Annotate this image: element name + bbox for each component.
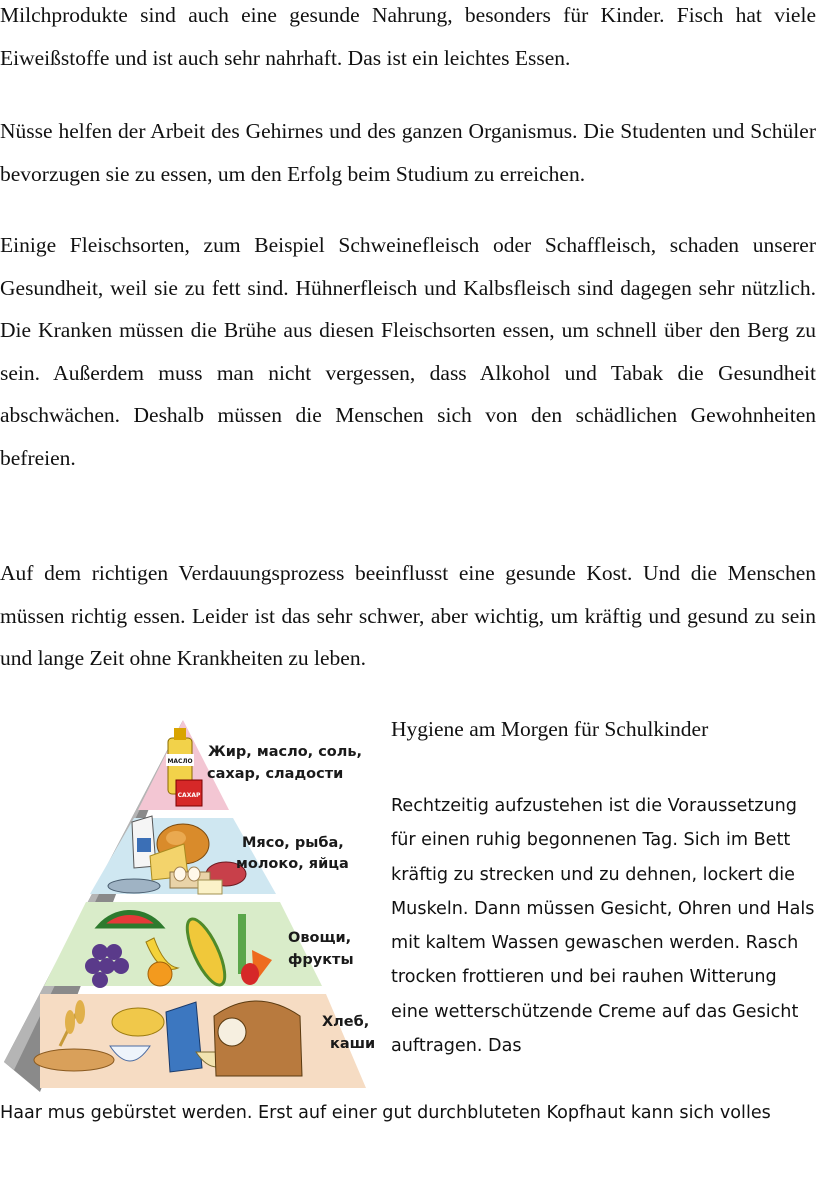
hygiene-text-continued: Haar mus gebürstet werden. Erst auf einer gut durchbluteten Kopfhaut kann sich volles [0, 1103, 771, 1123]
cereal-box-icon [166, 1002, 202, 1072]
tier2-label-line2: молоко, яйца [236, 856, 349, 872]
baguette-icon [34, 1049, 114, 1071]
tier1-label-line2: сахар, сладости [207, 766, 344, 782]
sugar-box-label: САХАР [177, 792, 201, 799]
tier1-label-line1: Жир, масло, соль, [208, 744, 363, 760]
paragraph-dairy-fish: Milchprodukte sind auch eine gesunde Nahrung, besonders für Kinder. Fisch hat viele Eiweißstoffe und ist auch sehr nahrhaft. Das ist ein leichtes Essen. [0, 3, 816, 70]
paragraph-digestion: Auf dem richtigen Verdauungsprozess beeinflusst eine gesunde Kost. Und die Menschen müssen richtig essen. Leider ist das sehr schwer, aber wichtig, um kräftig und gesund zu sein und lange Zeit ohne Krankheiten zu leben. [0, 561, 816, 670]
leek-icon [238, 914, 246, 974]
pepper-icon [241, 963, 259, 985]
oil-bottle-label: МАСЛО [167, 758, 193, 765]
tier4-label-line2: каши [330, 1036, 376, 1052]
tier3-label-line1: Овощи, [288, 930, 352, 946]
pyramid-tier-grains [40, 994, 366, 1088]
bread-loaf-icon [214, 1001, 302, 1076]
paragraph-nuts: Nüsse helfen der Arbeit des Gehirnes und des ganzen Organismus. Die Studenten und Schüler bevorzugen sie zu essen, um den Erfolg beim Studium zu erreichen. [0, 119, 816, 186]
sugar-box-icon [176, 780, 202, 806]
tier4-label-line1: Хлеб, [322, 1014, 370, 1030]
pasta-icon [112, 1008, 164, 1036]
butter-icon [198, 880, 222, 894]
hygiene-text: Rechtzeitig aufzustehen ist die Voraussetzung für einen ruhig begonnenen Tag. Sich im Bett kräftig zu strecken und zu dehnen, lockert die Muskeln. Dann müssen Gesicht, Ohren und Hals mit kaltem Wassen gewaschen werden. Rasch trocken frottieren und bei rauhen Witterung eine wetterschützende Creme auf das Gesicht auftragen. Das [391, 796, 815, 1057]
food-pyramid-illustration [0, 716, 380, 1092]
pyramid-tier-vegetables [44, 902, 322, 986]
tier3-label-line2: фрукты [288, 952, 354, 968]
fish-icon [108, 879, 160, 893]
orange-icon [148, 962, 172, 986]
hygiene-title: Hygiene am Morgen für Schulkinder [391, 717, 709, 741]
paragraph-meat: Einige Fleischsorten, zum Beispiel Schweinefleisch oder Schaffleisch, schaden unserer Gesundheit, weil sie zu fett sind. Hühnerfleisch und Kalbsfleisch sind dagegen sehr nützlich. Die Kranken müssen die Brühe aus diesen Fleischsorten essen, um schnell über den Berg zu sein. Außerdem muss man nicht vergessen, dass Alkohol und Tabak die Gesundheit abschwächen. Deshalb müssen die Menschen sich von den schädlichen Gewohnheiten befreien. [0, 233, 816, 470]
tier2-label-line1: Мясо, рыба, [242, 835, 344, 851]
